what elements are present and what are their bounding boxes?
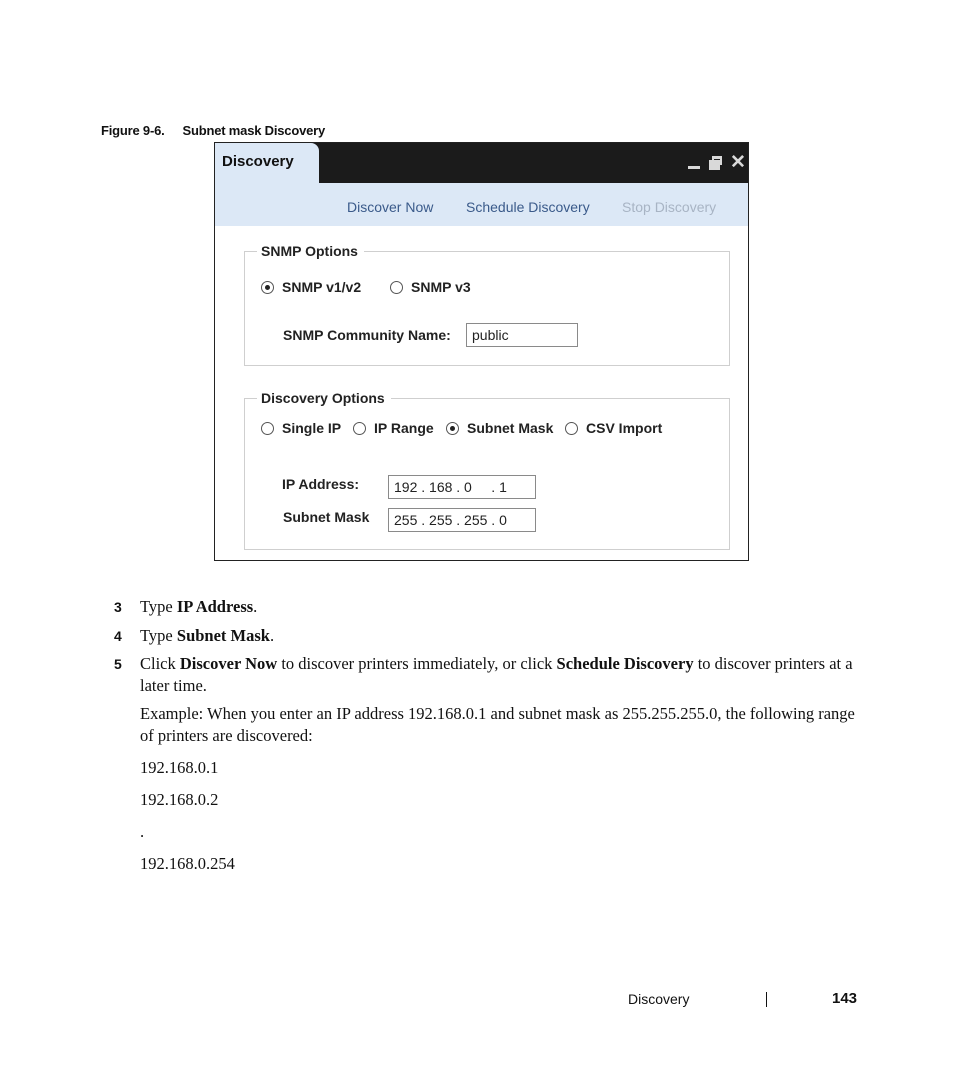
figure-number: Figure 9-6. [101,123,165,138]
footer-divider [766,992,767,1007]
subnet-mask-label: Subnet Mask [283,509,370,525]
stop-discovery-button: Stop Discovery [622,199,717,215]
radio-csv-import[interactable] [565,420,662,436]
radio-ip-range[interactable] [353,420,434,436]
step-bold: IP Address [176,597,254,616]
radio-subnet-mask[interactable] [446,420,553,436]
community-name-label: SNMP Community Name: [283,327,451,343]
discovery-options-legend: Discovery Options [257,390,391,406]
radio-csv-import-label: CSV Import [586,420,663,436]
snmp-options-group [244,243,730,366]
minimize-icon[interactable] [686,155,702,171]
figure-caption [101,123,325,138]
discovery-options-group [244,390,730,550]
ip-address-input[interactable]: 192 . 168 . 0 . 1 [388,475,536,499]
close-icon[interactable]: ✕ [730,152,746,173]
radio-single-ip[interactable] [261,420,341,436]
example-paragraph: Example: When you enter an IP address 192.168.0.1 and subnet mask as 255.255.255.0, the following range of printers are discovered: [140,704,855,745]
subnet-mask-input[interactable]: 255 . 255 . 255 . 0 [388,508,536,532]
address-line: 192.168.0.2 [140,790,219,809]
radio-single-ip-label: Single IP [282,420,342,436]
page-number: 143 [832,990,858,1007]
radio-snmp-v3[interactable] [390,279,471,295]
radio-ip-range-label: IP Range [374,420,434,436]
step-bold: Discover Now [179,654,278,673]
snmp-options-legend: SNMP Options [257,243,364,259]
address-line: 192.168.0.254 [140,854,235,873]
step-text: . [253,597,258,616]
figure-title: Subnet mask Discovery [182,123,326,138]
address-line: 192.168.0.1 [140,758,219,777]
maximize-icon[interactable] [708,155,724,171]
community-name-input[interactable]: public [466,323,578,347]
step-number: 4 [114,628,122,644]
step-4-text [140,625,865,647]
radio-snmp-v1v2-label: SNMP v1/v2 [282,279,362,295]
radio-subnet-mask-label: Subnet Mask [467,420,554,436]
step-text: Type [140,597,177,616]
footer-section: Discovery [628,991,690,1007]
radio-selected-icon [446,422,459,435]
toolbar [215,183,748,226]
step-text: Type [140,626,177,645]
step-number: 5 [114,656,122,672]
ip-address-label: IP Address: [282,476,360,492]
step-text: to discover printers immediately, or click [277,654,557,673]
title-bar [215,143,748,183]
radio-unselected-icon [261,422,274,435]
radio-unselected-icon [353,422,366,435]
step-text: Click [140,654,180,673]
step-bold: Subnet Mask [176,626,270,645]
tab-discovery[interactable] [215,143,319,183]
tab-discovery-label: Discovery [222,153,294,170]
window-controls [686,152,746,174]
radio-snmp-v3-label: SNMP v3 [411,279,471,295]
step-text: to discover printers at a later time. [140,654,853,695]
schedule-discovery-button[interactable]: Schedule Discovery [466,199,590,215]
step-3-text [140,596,865,618]
discover-now-button[interactable]: Discover Now [347,199,434,215]
radio-unselected-icon [565,422,578,435]
step-number: 3 [114,599,122,615]
radio-snmp-v1v2[interactable] [261,279,361,295]
radio-selected-icon [261,281,274,294]
step-5-text [140,653,865,697]
discovery-window [214,142,749,561]
radio-unselected-icon [390,281,403,294]
address-ellipsis: . [140,822,145,841]
step-text: . [269,626,275,645]
step-bold: Schedule Discovery [556,654,694,673]
